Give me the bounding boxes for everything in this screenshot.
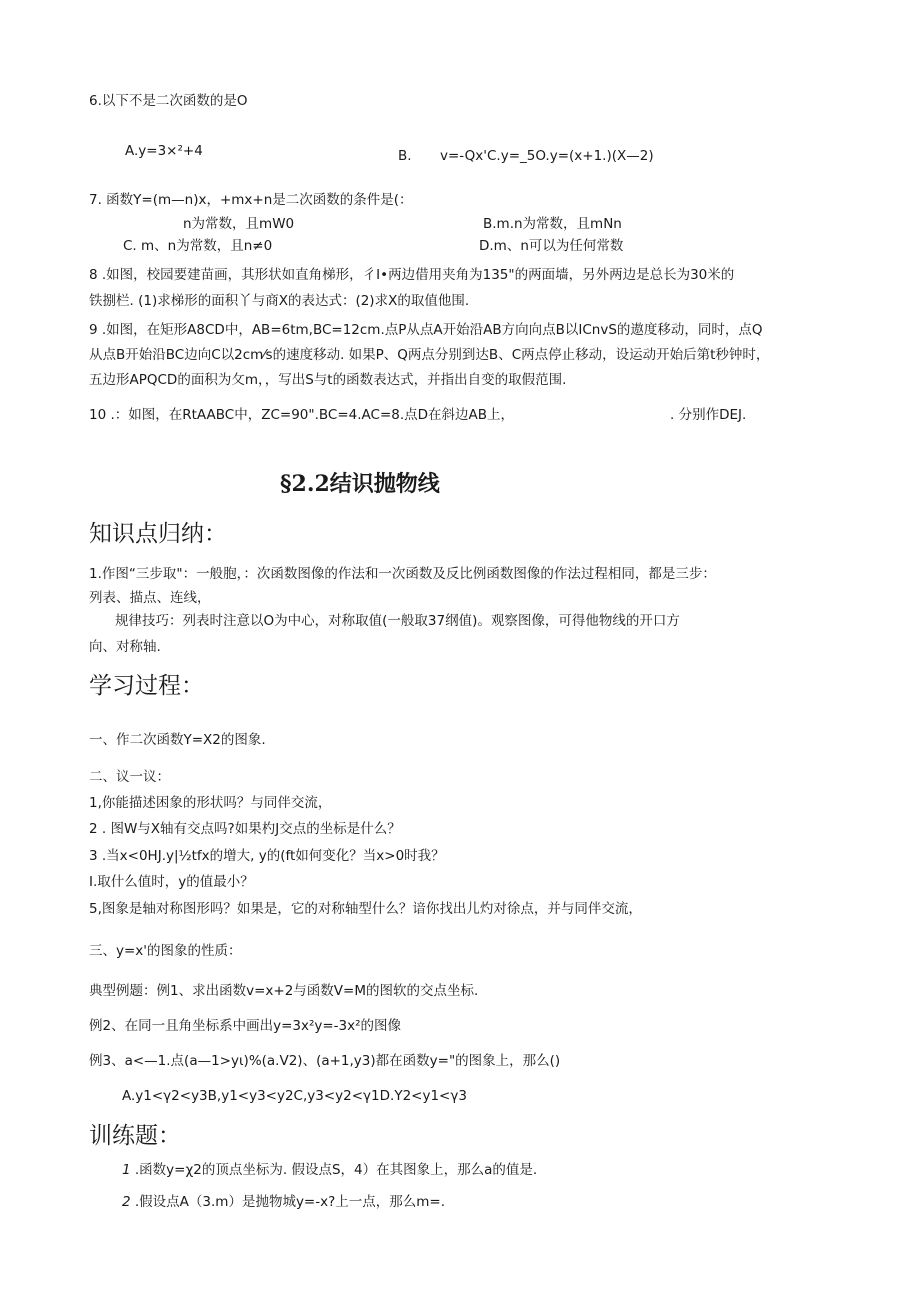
process-step-3: 三、y=x'的图象的性质：: [89, 943, 242, 959]
example-2: 例2、在同一且角坐标系中画出y=3x²y=-3x²的图像: [89, 1018, 402, 1034]
knowledge-p2-line-1: 规律技巧：列表时注意以O为中心，对称取值(一般取37纲值)。观察图像，可得他物线的开口方: [115, 613, 680, 629]
section-title: §2.2结识抛物线: [280, 471, 440, 497]
training-item-2-text: .假设点A（3.m）是抛物城y=-x?上一点，那么m=.: [130, 1194, 446, 1210]
discussion-5: 5,图象是轴对称图形吗？如果是，它的对称轴型什么？谙你找出儿灼对徐点，并与同伴交流，: [89, 901, 642, 917]
q10-left: 10 .：如图，在RtAABC中，ZC=90".BC=4.AC=8.点D在斜边AB上，: [89, 407, 515, 423]
q7-option-a: n为常数，且mW0: [183, 216, 295, 232]
training-item-1-text: .函数y=χ2的顶点坐标为. 假设点S，4）在其图象上，那么a的值是.: [130, 1162, 538, 1178]
knowledge-p1-line-1: 1.作图“三步取"：一般胞，：次函数图像的作法和一次函数及反比例函数图像的作法过程相同，都是三步：: [89, 566, 716, 582]
discussion-1: 1,你能描述困象的形状吗？与同伴交流，: [89, 795, 332, 811]
process-step-2: 二、议一议：: [89, 769, 170, 785]
q7-option-c: C. m、n为常数，且n≠0: [123, 238, 273, 254]
q6-option-a: A.y=3×²+4: [125, 143, 203, 159]
q6-option-b-rest: v=-Qx'C.y=_5O.y=(x+1.)(X—2): [440, 148, 654, 164]
q9-line-3: 五边形APQCD的面积为攵m，，写出S与t的函数表达式，并指出自变的取假范围.: [89, 372, 567, 388]
q6-stem: 6.以下不是二次函数的是O: [89, 93, 248, 109]
training-item-2: [122, 1193, 445, 1211]
knowledge-p2-line-2: 向、对称轴.: [89, 639, 161, 655]
q10-right: . 分别作DEJ.: [670, 407, 747, 423]
knowledge-p1-line-2: 列表、描点、连线，: [89, 590, 211, 606]
process-step-1: 一、作二次函数Y=X2的图象.: [89, 732, 266, 748]
process-heading: 学习过程：: [89, 673, 204, 699]
training-heading: 训练题：: [89, 1123, 181, 1149]
training-item-1-number: 1: [122, 1162, 131, 1178]
knowledge-heading: 知识点归纳：: [89, 521, 227, 547]
q7-stem: 7. 函数Y=(m—n)x，+mx+n是二次函数的条件是(：: [89, 192, 413, 208]
q7-option-d: D.m、n可以为任何常数: [479, 238, 624, 254]
training-item-2-number: 2: [122, 1194, 131, 1210]
discussion-4: I.取什么值时，y的值最小？: [89, 874, 254, 890]
q9-line-2: 从点B开始沿BC边向C以2cm⁄s的速度移动. 如果P、Q两点分别到达B、C两点停止移动，设运动开始后第t秒钟时，: [89, 347, 770, 363]
training-item-1: [122, 1161, 537, 1179]
q9-line-1: 9 .如图，在矩形A8CD中，AB=6tm,BC=12cm.点P从点A开始沿AB方向向点B以ICnvS的遨度移动，同时，点Q: [89, 322, 763, 338]
q7-option-b: B.m.n为常数，且mNn: [483, 216, 622, 232]
example-1: 典型例题：例1、求出函数v=x+2与函数V=M的图软的交点坐标.: [89, 983, 479, 999]
discussion-3: 3 .当x<0HJ.y|½tfx的增大, y的(ft如何变化？当x>0时我？: [89, 848, 445, 864]
q8-line-2: 铁捌栏. (1)求梯形的面积丫与商X的表达式：(2)求X的取值他围.: [89, 293, 470, 309]
example-3-options: A.y1<γ2<y3B,y1<y3<y2C,y3<y2<γ1D.Y2<y1<γ3: [122, 1088, 467, 1104]
example-3: 例3、a<—1.点(a—1>yι)%(a.V2)、(a+1,y3)都在函数y="的图象上，那么(): [89, 1053, 561, 1069]
q6-option-b-label: B.: [398, 148, 412, 164]
q8-line-1: 8 .如图，校园要建苗画，其形状如直角梯形，彳I•两边借用夹角为135"的两面墙，另外两边是总长为30米的: [89, 267, 735, 283]
discussion-2: 2 . 图W与X轴有交点吗?如果杓J交点的坐标是什么？: [89, 821, 401, 837]
